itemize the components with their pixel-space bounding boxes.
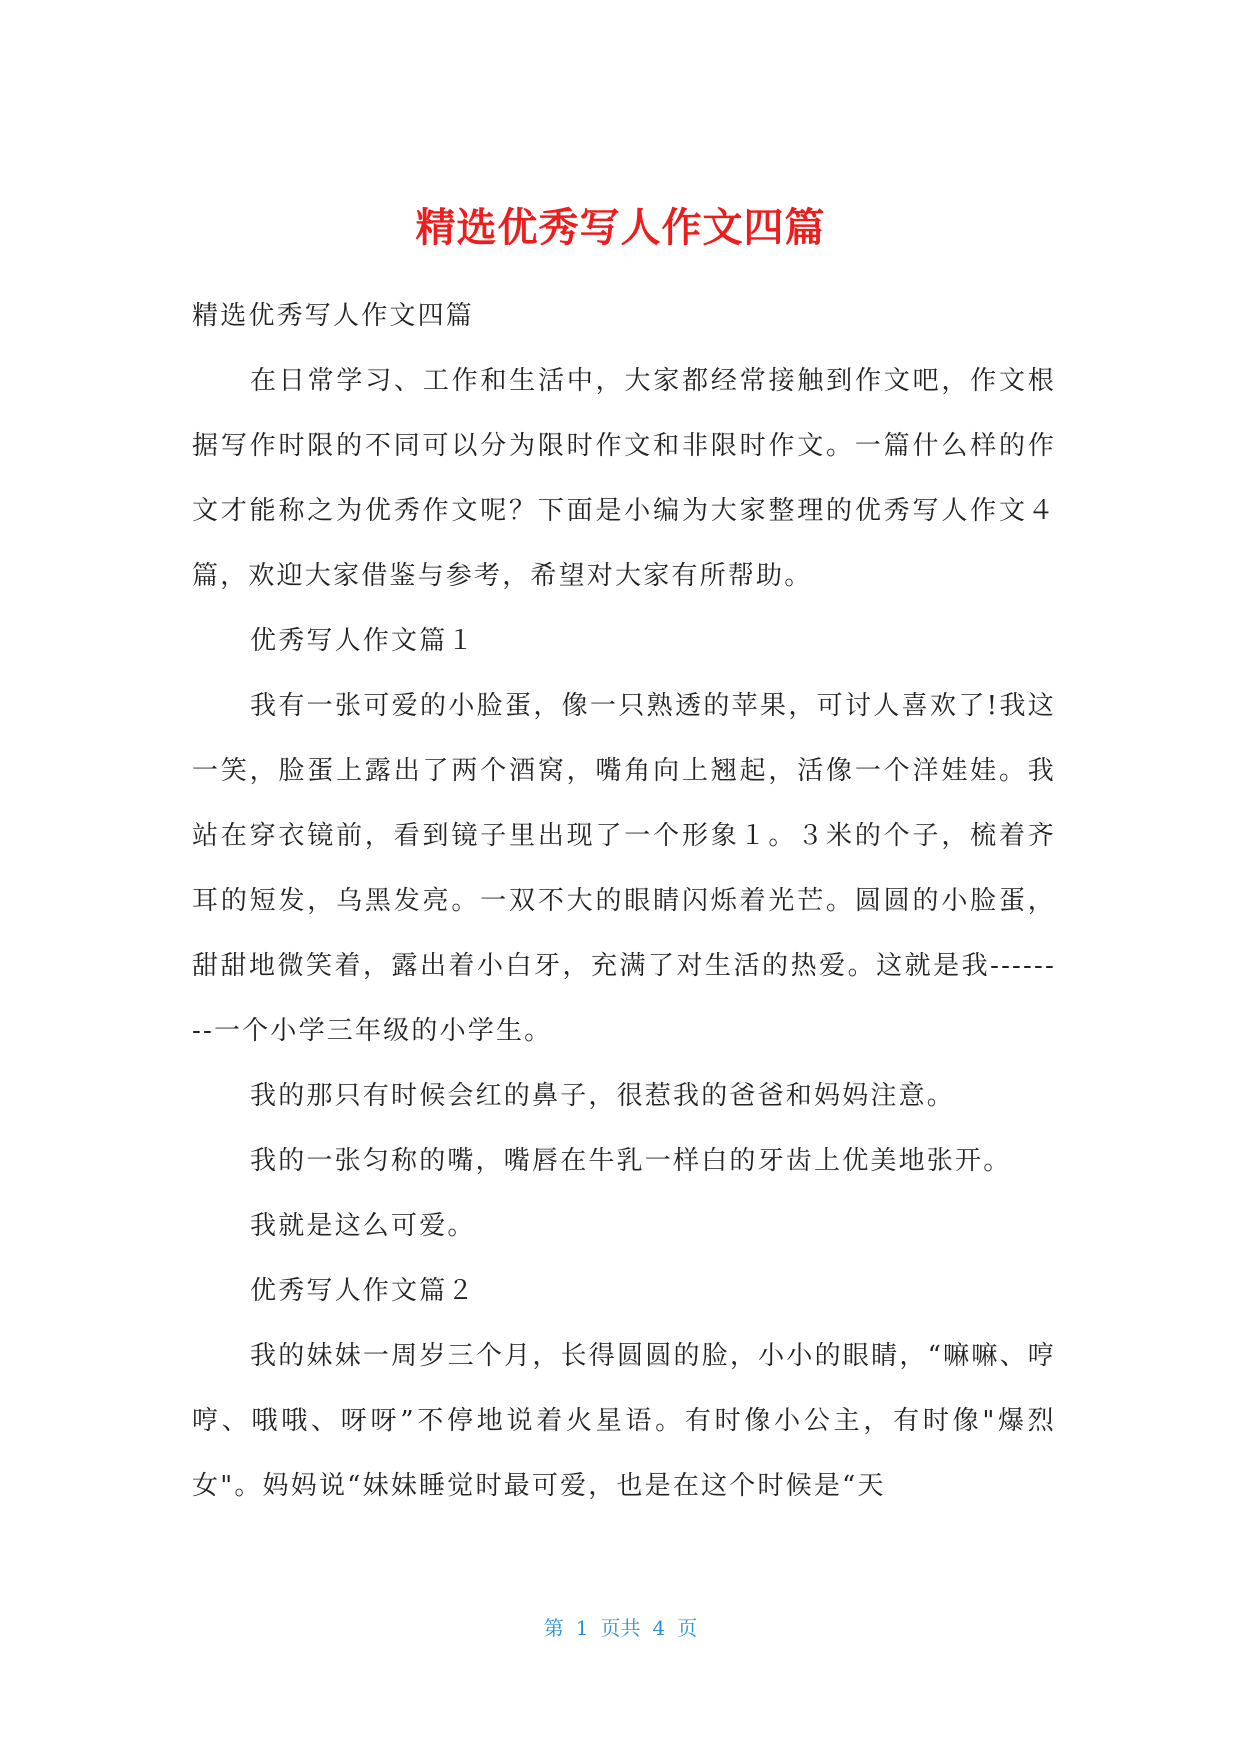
footer-current-page: 1	[575, 1616, 589, 1640]
paragraph: 在日常学习、工作和生活中，大家都经常接触到作文吧，作文根据写作时限的不同可以分为限时作文和非限时作文。一篇什么样的作文才能称之为优秀作文呢？下面是小编为大家整理的优秀写人作文４篇，欢迎大家借鉴与参考，希望对大家有所帮助。	[192, 366, 1056, 591]
page-footer	[0, 1614, 1241, 1642]
footer-total-label: 页共	[600, 1616, 641, 1640]
paragraph: 我的那只有时候会红的鼻子，很惹我的爸爸和妈妈注意。	[250, 1081, 956, 1111]
section-heading: 优秀写人作文篇１	[250, 626, 476, 656]
paragraph: 我就是这么可爱。	[250, 1211, 476, 1241]
footer-total-pages: 4	[652, 1616, 666, 1640]
paragraph: 我有一张可爱的小脸蛋，像一只熟透的苹果，可讨人喜欢了!我这一笑，脸蛋上露出了两个酒窝，嘴角向上翘起，活像一个洋娃娃。我站在穿衣镜前，看到镜子里出现了一个形象１。３米的个子，梳着齐耳的短发，乌黑发亮。一双不大的眼睛闪烁着光芒。圆圆的小脸蛋，甜甜地微笑着，露出着小白牙，充满了对生活的热爱。这就是我--------一个小学三年级的小学生。	[192, 691, 1056, 1046]
paragraph: 我的一张匀称的嘴，嘴唇在牛乳一样白的牙齿上优美地张开。	[250, 1146, 1012, 1176]
section-heading: 优秀写人作文篇２	[250, 1276, 476, 1306]
footer-end-label: 页	[677, 1616, 698, 1640]
paragraph: 我的妹妹一周岁三个月，长得圆圆的脸，小小的眼睛，“嘛嘛、哼哼、哦哦、呀呀”不停地说着火星语。有时像小公主，有时像"爆烈女"。妈妈说“妹妹睡觉时最可爱，也是在这个时候是“天	[192, 1341, 1056, 1501]
document-title: 精选优秀写人作文四篇	[415, 205, 826, 251]
document-body	[192, 284, 1056, 1519]
footer-page-label: 第	[543, 1616, 564, 1640]
paragraph: 精选优秀写人作文四篇	[192, 301, 475, 331]
